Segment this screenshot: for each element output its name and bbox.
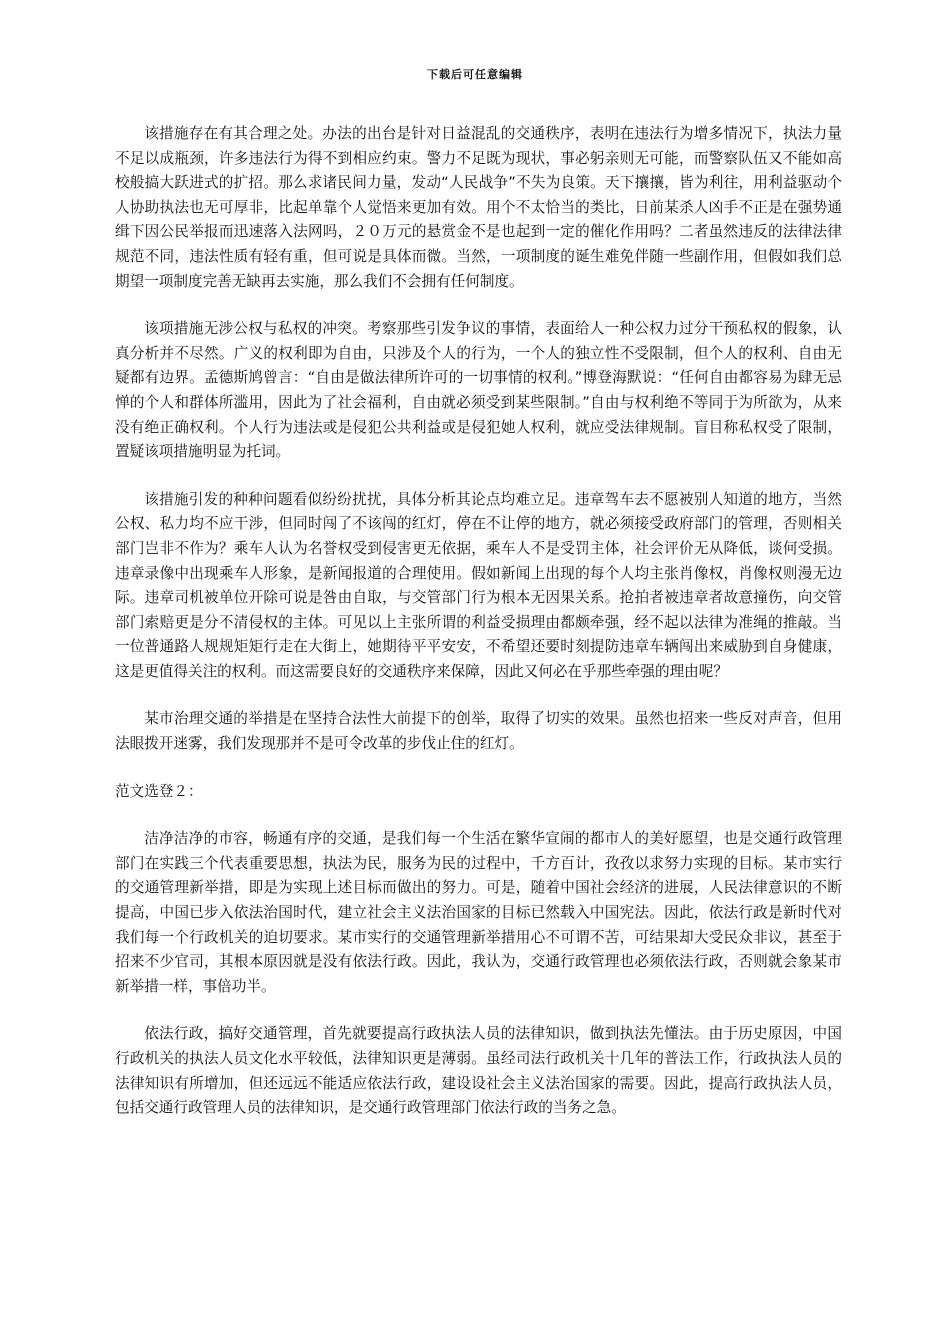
page-header: 下载后可任意编辑 bbox=[427, 68, 523, 81]
section-label: 范文选登２： bbox=[115, 782, 203, 800]
paragraph: 该项措施无涉公权与私权的冲突。考察那些引发争议的事情，表面给人一种公权力过分干预私权的假象，认真分析并不尽然。广义的权利即为自由，只涉及个人的行为，一个人的独立性不受限制，但个人的权利、自由无疑都有边界。孟德斯鸠曾言：“自由是做法律所许可的一切事情的权利。”博登海默说：“任何自由都容易为肆无忌惮的个人和群体所滥用，因此为了社会福利，自由就必须受到某些限制。”自由与权利绝不等同于为所欲为，从来没有绝正确权利。个人行为违法或是侵犯公共利益或是侵犯她人权利，就应受法律规制。盲目称私权受了限制，置疑该项措施明显为托词。 bbox=[115, 320, 842, 461]
paragraph: 依法行政，搞好交通管理，首先就要提高行政执法人员的法律知识，做到执法先懂法。由于历史原因，中国行政机关的执法人员文化水平较低，法律知识更是薄弱。虽经司法行政机关十几年的普法工作，行政执法人员的法律知识有所增加，但还远远不能适应依法行政，建设设社会主义法治国家的需要。因此，提高行政执法人员，包括交通行政管理人员的法律知识，是交通行政管理部门依法行政的当务之急。 bbox=[115, 1025, 842, 1117]
paragraph: 洁净洁净的市容，畅通有序的交通，是我们每一个生活在繁华宣闹的都市人的美好愿望，也是交通行政管理部门在实践三个代表重要思想，执法为民，服务为民的过程中，千方百计，孜孜以求努力实现的目标。某市实行的交通管理新举措，即是为实现上述目标而做出的努力。可是，随着中国社会经济的进展，人民法律意识的不断提高，中国已步入依法治国时代，建立社会主义法治国家的目标已然载入中国宪法。因此，依法行政是新时代对我们每一个行政机关的迫切要求。某市实行的交通管理新举措用心不可谓不苦，可结果却大受民众非议，甚至于招来不少官司，其根本原因就是没有依法行政。因此，我认为，交通行政管理也必须依法行政，否则就会象某市新举措一样，事倍功半。 bbox=[115, 830, 842, 995]
paragraph: 该措施引发的种种问题看似纷纷扰扰，具体分析其论点均难立足。违章驾车去不愿被别人知道的地方，当然公权、私力均不应干涉，但同时闯了不该闯的红灯，停在不让停的地方，就必须接受政府部门的管理，否则相关部门岂非不作为？乘车人认为名誉权受到侵害更无依据，乘车人不是受罚主体，社会评价无从降低，谈何受损。违章录像中出现乘车人形象，是新闻报道的合理使用。假如新闻上出现的每个人均主张肖像权，肖像权则漫无边际。违章司机被单位开除可说是咎由自取，与交管部门行为根本无因果关系。抢拍者被违章者故意撞伤，向交管部门索赔更是分不清侵权的主体。可见以上主张所谓的利益受损理由都颇牵强，经不起以法律为准绳的推敲。当一位普通路人规规矩矩行走在大街上，她期待平平安安，不希望还要时刻提防违章车辆闯出来威胁到自身健康，这是更值得关注的权利。而这需要良好的交通秩序来保障，因此又何必在乎那些牵强的理由呢？ bbox=[115, 490, 842, 680]
paragraph: 某市治理交通的举措是在坚持合法性大前提下的创举，取得了切实的效果。虽然也招来一些反对声音，但用法眼拨开迷雾，我们发现那并不是可令改革的步伐止住的红灯。 bbox=[115, 710, 842, 753]
document-body bbox=[115, 122, 842, 1144]
paragraph: 该措施存在有其合理之处。办法的出台是针对日益混乱的交通秩序，表明在违法行为增多情况下，执法力量不足以成瓶颈，许多违法行为得不到相应约束。警力不足既为现状，事必躬亲则无可能，而警察队伍又不能如高校般搞大跃进式的扩招。那么求诸民间力量，发动“人民战争”不失为良策。天下攘攘，皆为利往，用利益驱动个人协助执法也无可厚非，比起单靠个人觉悟来更加有效。用个不太恰当的类比，日前某杀人凶手不正是在强势通缉下因公民举报而迅速落入法网吗，２０万元的悬赏金不是也起到一定的催化作用吗？二者虽然违反的法律法律规范不同，违法性质有轻有重，但可说是具体而微。当然，一项制度的诞生难免伴随一些副作用，但假如我们总期望一项制度完善无缺再去实施，那么我们不会拥有任何制度。 bbox=[115, 125, 842, 290]
